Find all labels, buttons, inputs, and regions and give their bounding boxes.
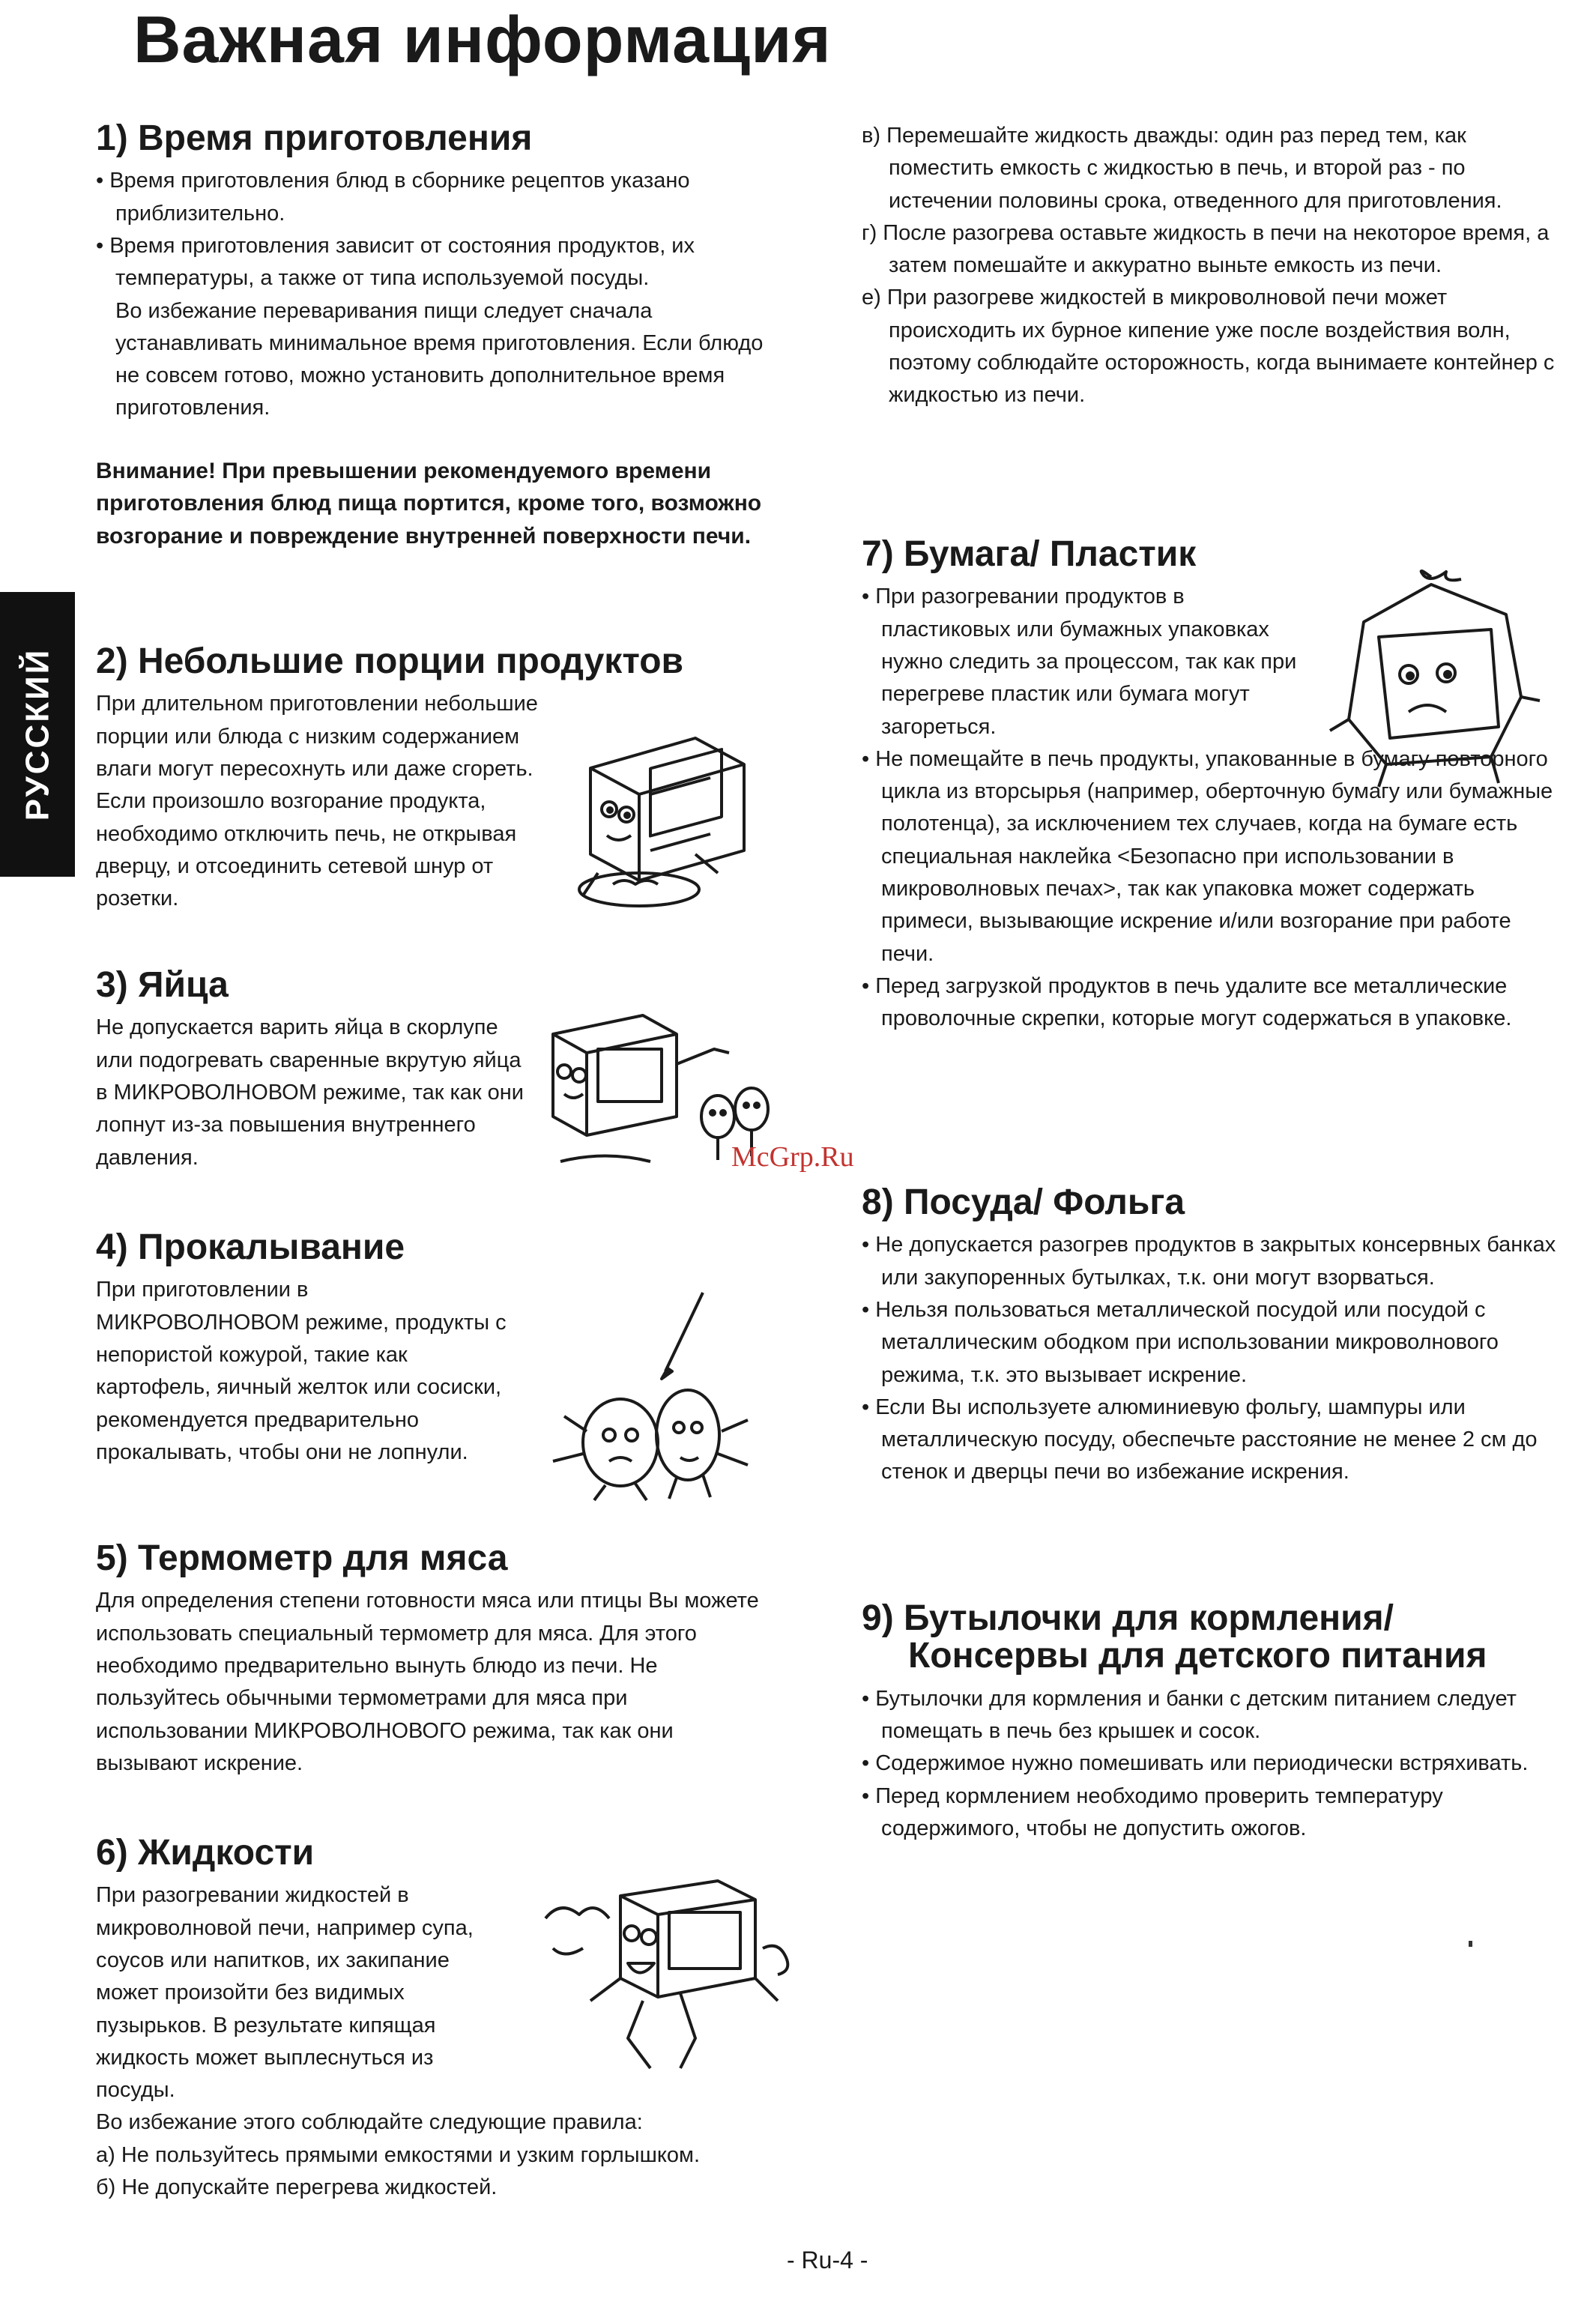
rule-item: е) При разогреве жидкостей в микроволновой печи может происходить их бурное кипение уже после воздействия волн, поэтому соблюдайте осторожность, когда вынимаете контейнер с жидкостью из печи.	[862, 286, 1555, 408]
section-heading: 8) Посуда/ Фольга	[862, 1182, 1185, 1222]
section-heading: 6) Жидкости	[96, 1833, 315, 1873]
paragraph: Не допускается варить яйца в скорлупе или подогревать сваренные вкрутую яйца в МИКРОВОЛНОВОМ режиме, так как они лопнут из-за повышения внутреннего давления.	[96, 1015, 524, 1170]
pierced-food-illustration	[531, 1281, 778, 1506]
bullet-text: • Не помещайте в печь продукты, упакованные в бумагу повторного цикла из вторсырья (например, оберточную бумагу или бумажные полотенца), за исключением тех случаев, когда на бумаге есть специальная наклейка <Безопасно при использовании в микроволновых печах>, так как упаковка может содержать примеси, вызывающие искрение и/или возгорание при работе печи.	[862, 746, 1553, 966]
section-cookware-foil	[862, 1184, 1559, 1489]
paragraph: Для определения степени готовности мяса или птицы Вы можете использовать специальный термометр для мяса. Для этого необходимо предварительно вынуть блюдо из печи. Не пользуйтесь обычными термометрами для мяса при использовании МИКРОВОЛНОВОГО режима, так как они вызывают искрение.	[96, 1589, 759, 1775]
warning-text: Внимание! При превышении рекомендуемого времени приготовления блюд пища портится, кроме того, возможно возгорание и повреждение внутренней поверхности печи.	[96, 458, 762, 549]
boiling-liquid-illustration	[531, 1866, 800, 2091]
bullet-text: • Если Вы используете алюминиевую фольгу, шампуры или металлическую посуду, обеспечьте расстояние не менее 2 см до стенок и дверцы печи во избежание искрения.	[862, 1395, 1538, 1484]
section-baby-bottles	[862, 1600, 1559, 1845]
bullet-text: • Бутылочки для кормления и банки с детским питанием следует помещать в печь без крышек и сосок.	[862, 1686, 1517, 1744]
bullet-text: • Содержимое нужно помешивать или периодически встряхивать.	[862, 1751, 1529, 1776]
microwave-plate-illustration	[568, 723, 763, 918]
paragraph: При длительном приготовлении небольшие порции или блюда с низким содержанием влаги могут пересохнуть или даже сгореть. Если произошло возгорание продукта, необходимо отключить печь, не открывая дверцу, и отсоединить сетевой шнур от розетки.	[96, 692, 538, 911]
section-meat-thermometer	[96, 1540, 770, 1780]
page-title: Важная информация	[133, 2, 832, 76]
section-cooking-time	[96, 120, 770, 552]
bullet-text: • Перед кормлением необходимо проверить температуру содержимого, чтобы не допустить ожогов.	[862, 1783, 1443, 1840]
paragraph: Во избежание переваривания пищи следует сначала устанавливать минимальное время приготовления. Если блюдо не совсем готово, можно установить дополнительное время приготовления.	[115, 298, 764, 420]
rule-item: а) Не пользуйтесь прямыми емкостями и узким горлышком.	[96, 2142, 700, 2167]
section-heading: 3) Яйца	[96, 965, 229, 1005]
page-number: - Ru-4 -	[787, 2247, 868, 2274]
bullet-text: • Нельзя пользоваться металлической посудой или посудой с металлическим ободком при использовании микроволнового режима, т.к. это вызывает искрение.	[862, 1297, 1499, 1387]
rule-item: б) Не допускайте перегрева жидкостей.	[96, 2175, 498, 2200]
language-tab-label: РУССКИЙ	[19, 647, 56, 821]
section-heading: 1) Время приготовления	[96, 118, 533, 158]
section-heading: 5) Термометр для мяса	[96, 1538, 508, 1578]
bullet-text: • Не допускается разогрев продуктов в закрытых консервных банках или закупоренных бутылках, т.к. они могут взорваться.	[862, 1233, 1556, 1290]
bullet-text: • Перед загрузкой продуктов в печь удалите все металлические проволочные скрепки, которые могут содержаться в упаковке.	[862, 973, 1512, 1031]
paragraph: При приготовлении в МИКРОВОЛНОВОМ режиме, продукты с непористой кожурой, такие как картофель, яичный желток или сосиски, рекомендуется предварительно прокалывать, чтобы они не лопнули.	[96, 1278, 507, 1464]
scan-speck	[1469, 1941, 1472, 1947]
watermark: McGrp.Ru	[731, 1141, 854, 1173]
bullet-text: • Время приготовления зависит от состояния продуктов, их температуры, а также от типа используемой посуды.	[96, 233, 695, 291]
paragraph: Во избежание этого соблюдайте следующие правила:	[96, 2110, 643, 2135]
section-heading: 4) Прокалывание	[96, 1227, 405, 1267]
section-heading: 9) Бутылочки для кормления/	[862, 1598, 1394, 1638]
section-heading: 2) Небольшие порции продуктов	[96, 641, 684, 681]
paragraph: При разогревании жидкостей в микроволновой печи, например супа, соусов или напитков, их закипание может произойти без видимых пузырьков. В результате кипящая жидкость может выплеснуться из посуды.	[96, 1883, 474, 2103]
section-liquids-continued	[862, 120, 1559, 412]
rule-item: в) Перемешайте жидкость дважды: один раз перед тем, как поместить емкость с жидкостью в печь, и второй раз - по истечении половины срока, отведенного для приготовления.	[862, 124, 1502, 213]
section-heading: 7) Бумага/ Пластик	[862, 534, 1197, 574]
paper-bag-illustration	[1319, 562, 1544, 794]
bullet-text: • При разогревании продуктов в пластиковых или бумажных упаковках нужно следить за процессом, так как при перегреве пластик или бумага могут загореться.	[862, 584, 1297, 739]
rule-item: г) После разогрева оставьте жидкость в печи на некоторое время, а затем помешайте и аккуратно выньте емкость из печи.	[862, 220, 1550, 278]
bullet-text: • Время приготовления блюд в сборнике рецептов указано приблизительно.	[96, 169, 690, 226]
section-heading-continued: Консервы для детского питания	[908, 1636, 1487, 1676]
language-tab	[0, 592, 75, 877]
